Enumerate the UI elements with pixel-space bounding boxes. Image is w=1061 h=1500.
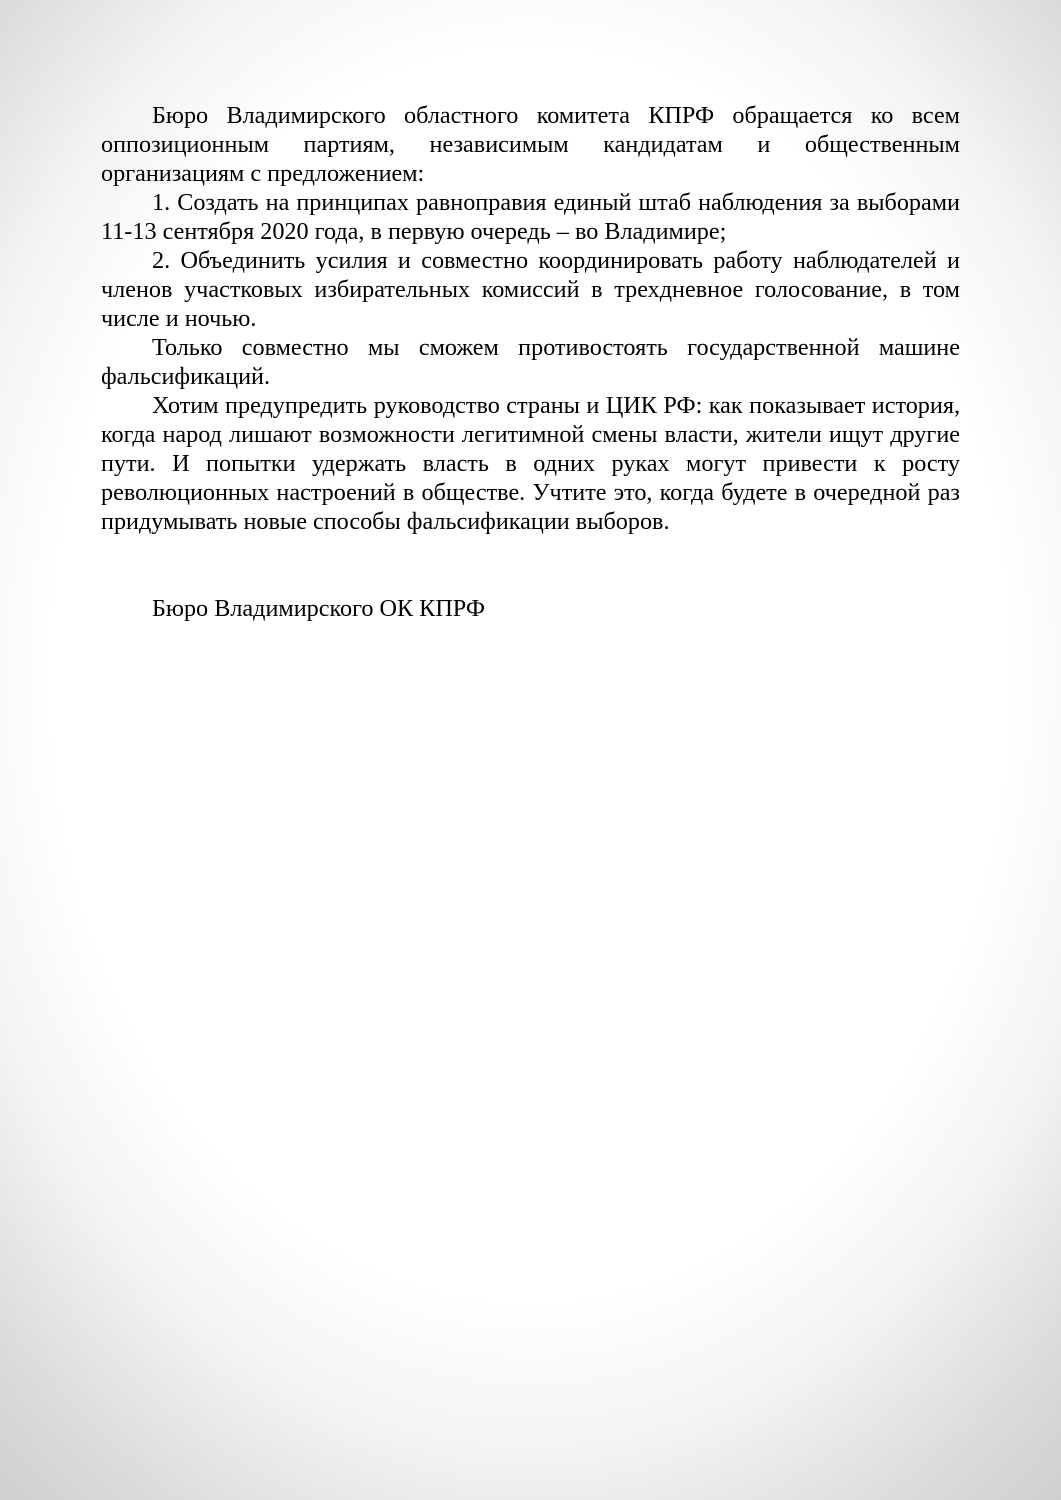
paragraph-proposal-1: 1. Создать на принципах равноправия единый штаб наблюдения за выборами 11-13 сентября 2020 года, в первую очередь – во Владимире;: [101, 189, 960, 245]
paragraph-together: Только совместно мы сможем противостоять государственной машине фальсификаций.: [101, 334, 960, 390]
paragraph-warning: Хотим предупредить руководство страны и ЦИК РФ: как показывает история, когда народ лишают возможности легитимной смены власти, жители ищут другие пути. И попытки удержать власть в одних руках могут привести к росту революционных настроений в обществе. Учтите это, когда будете в очередной раз придумывать новые способы фальсификации выборов.: [101, 392, 960, 535]
document-page: [101, 101, 960, 623]
signature: Бюро Владимирского ОК КПРФ: [152, 595, 485, 622]
paragraph-appeal: Бюро Владимирского областного комитета КПРФ обращается ко всем оппозиционным партиям, независимым кандидатам и общественным организациям с предложением:: [101, 102, 960, 187]
paragraph-proposal-2: 2. Объединить усилия и совместно координировать работу наблюдателей и членов участковых избирательных комиссий в трехдневное голосование, в том числе и ночью.: [101, 247, 960, 332]
